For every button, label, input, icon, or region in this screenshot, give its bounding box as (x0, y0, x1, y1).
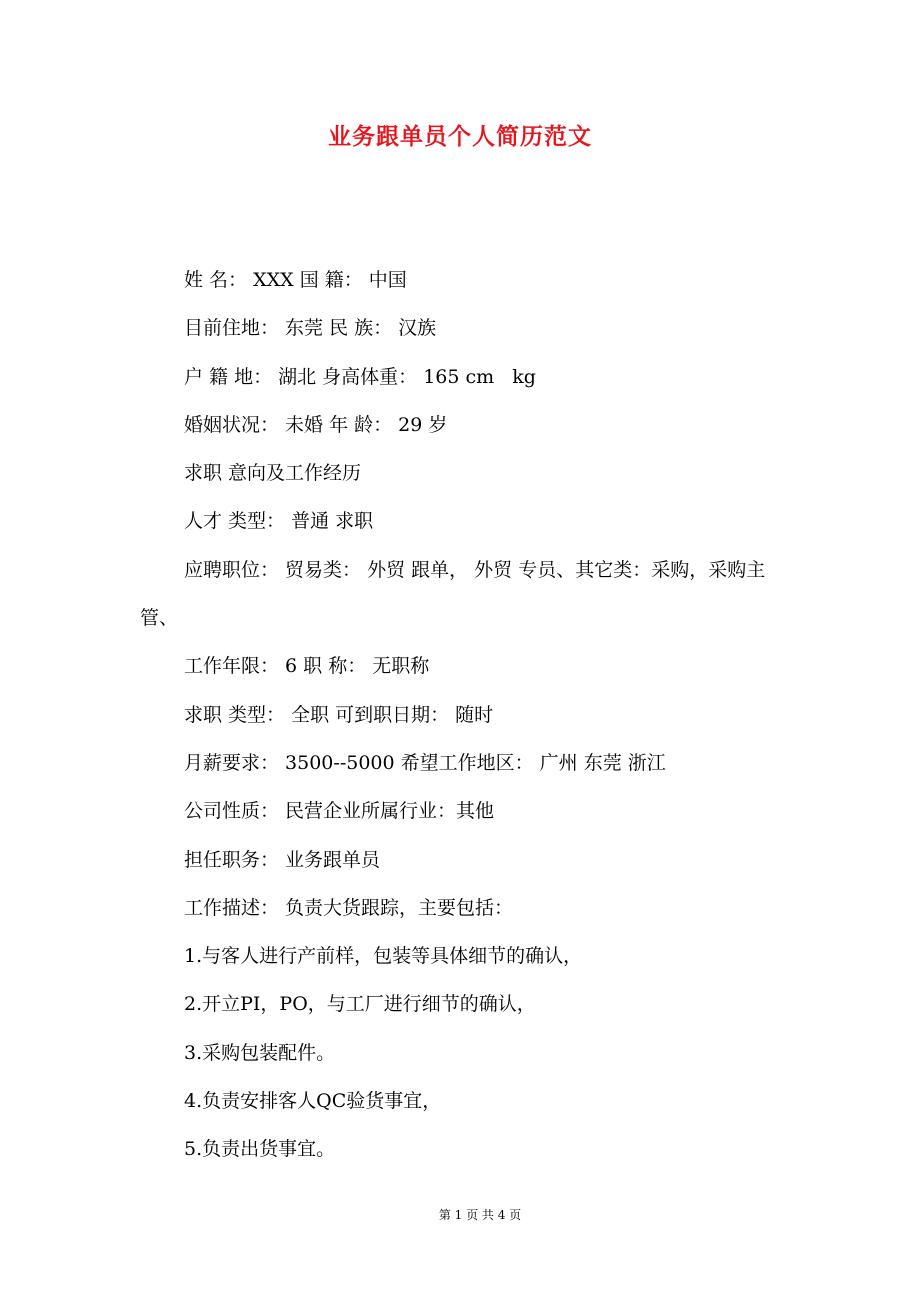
text-line-duty-4: 4.负责安排客人QC验货事宜， (184, 1090, 442, 1113)
text-line-marital: 婚姻状况： 未婚 年 龄： 29 岁 (184, 413, 448, 436)
text-line-role: 担任职务： 业务跟单员 (184, 848, 381, 871)
document-body (140, 262, 800, 1180)
text-line-duty-3: 3.采购包装配件。 (184, 1041, 336, 1064)
text-line-intent-heading: 求职 意向及工作经历 (184, 462, 362, 485)
document-title: 业务跟单员个人简历范文 (328, 124, 592, 150)
text-line-duty-1: 1.与客人进行产前样，包装等具体细节的确认， (184, 945, 583, 968)
text-line-job-type: 求职 类型： 全职 可到职日期： 随时 (184, 703, 494, 726)
text-line-duty-5: 5.负责出货事宜。 (184, 1138, 336, 1161)
text-line-duty-2: 2.开立PI，PO，与工厂进行细节的确认， (184, 993, 536, 1016)
text-line-name: 姓 名： XXX 国 籍： 中国 (184, 269, 407, 291)
text-line-talent-type: 人才 类型： 普通 求职 (184, 510, 374, 533)
text-line-hometown: 户 籍 地： 湖北 身高体重： 165 cm kg (184, 365, 536, 388)
page-number-footer: 第 1 页 共 4 页 (438, 1208, 522, 1222)
text-line-salary: 月薪要求： 3500--5000 希望工作地区： 广州 东莞 浙江 (184, 751, 666, 774)
text-line-position: 应聘职位： 贸易类： 外贸 跟单， 外贸 专员、其它类：采购，采购主管、 (140, 558, 766, 630)
text-line-work-years: 工作年限： 6 职 称： 无职称 (184, 655, 430, 678)
text-line-company-type: 公司性质： 民营企业所属行业：其他 (184, 800, 495, 823)
text-line-residence: 目前住地： 东莞 民 族： 汉族 (184, 317, 437, 340)
text-line-job-description: 工作描述： 负责大货跟踪，主要包括： (184, 896, 514, 919)
